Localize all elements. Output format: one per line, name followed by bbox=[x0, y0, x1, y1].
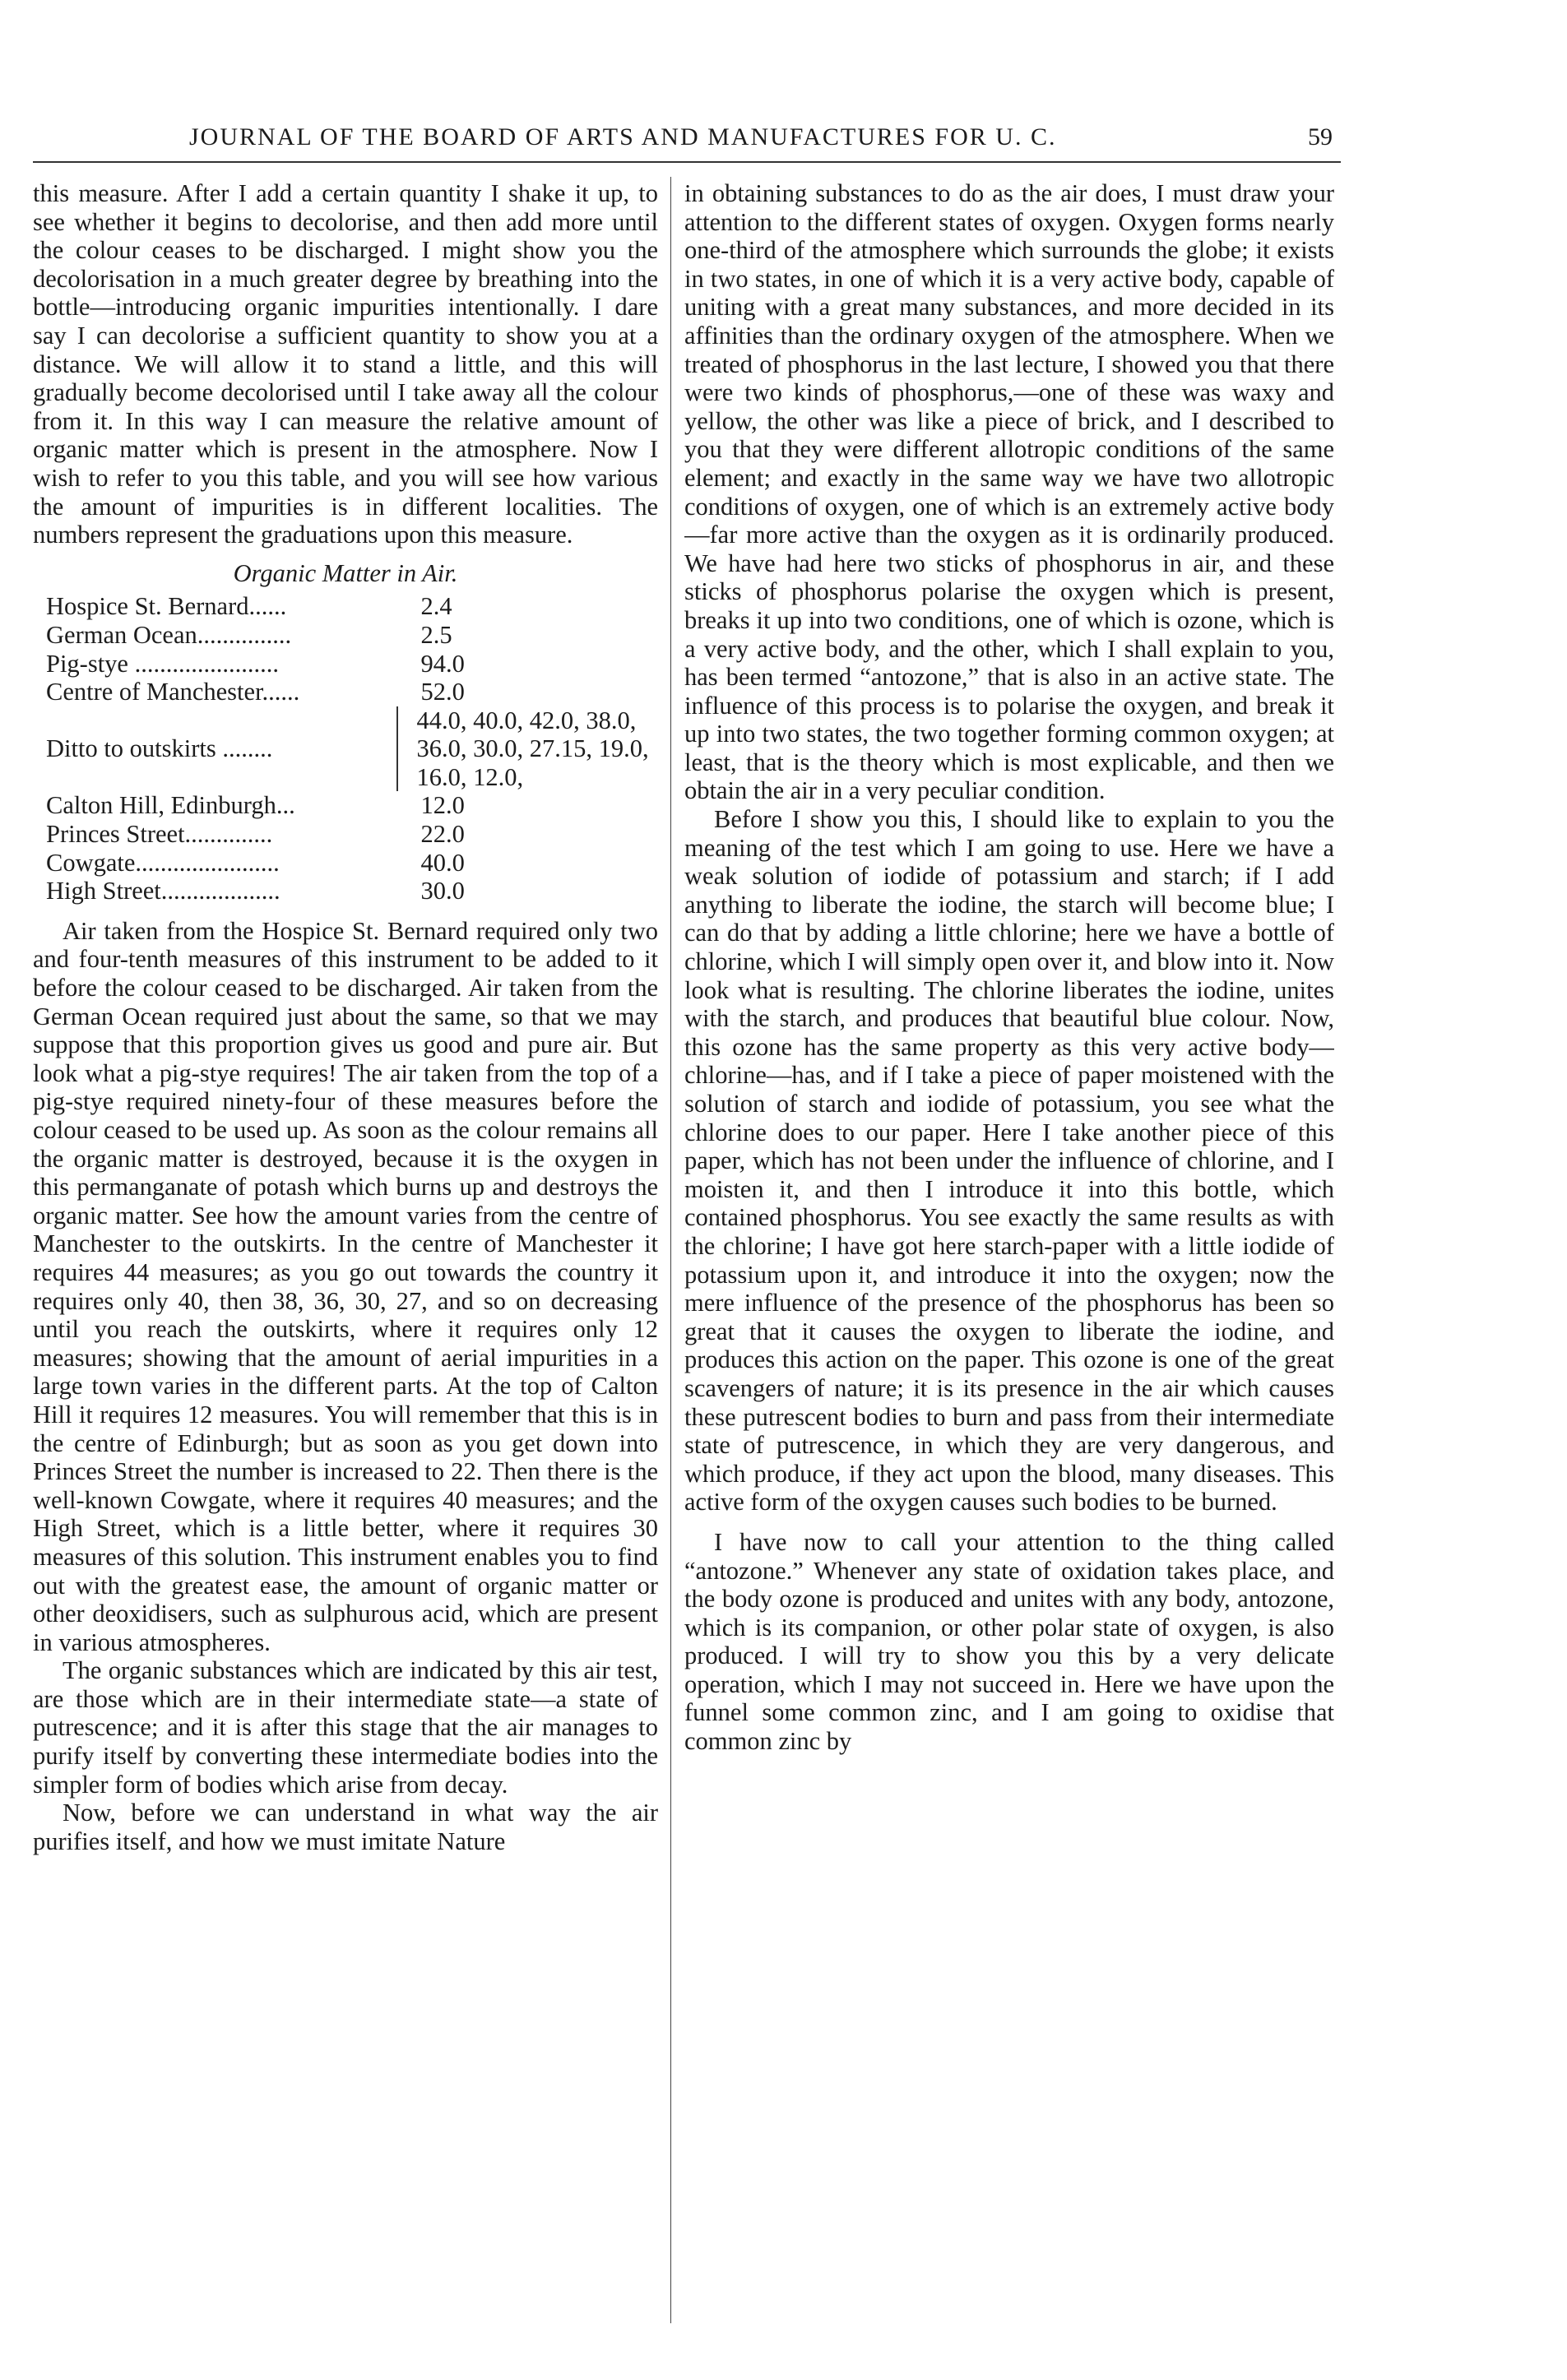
table-value: 40.0 bbox=[420, 848, 465, 877]
table-value: 2.4 bbox=[420, 592, 452, 621]
table-value: 22.0 bbox=[420, 820, 465, 849]
right-paragraph-3: I have now to call your attention to the thing called “antozone.” Whenever any state of oxidation takes place, and the body ozone is produced and unites with any body, antozone, which is its companion, or other polar state of oxygen, is also produced. I will try to show you this by a very delicate operation, which I may not succeed in. Here we have upon the funnel some common zinc, and I am going to oxidise that common zinc by bbox=[684, 1527, 1334, 1756]
column-divider bbox=[670, 177, 671, 2323]
table-row bbox=[46, 820, 658, 849]
table-value: 2.5 bbox=[420, 620, 452, 649]
left-paragraph-2: Air taken from the Hospice St. Bernard required only two and four-tenth measures of this instrument to be added to it before the colour ceased to be discharged. Air taken from the German Ocean required just about the same, so that we may suppose that this proportion gives us good and pure air. But look what a pig-stye requires! The air taken from the top of a pig-stye required ninety-four of these measures before the colour ceased to be used up. As soon as the colour remains all the organic matter is destroyed, because it is the oxygen in this permanganate of potash which burns up and destroys the organic matter. See how the amount varies from the centre of Manchester to the outskirts. In the centre of Manchester it requires 44 measures; as you go out towards the country it requires only 40, then 38, 36, 30, 27, and so on decreasing until you reach the outskirts, where it requires only 12 measures; showing that the amount of aerial impurities in a large town varies in the different parts. At the top of Calton Hill it requires 12 measures. You will remember that this is in the centre of Edinburgh; but as soon as you get down into Princes Street the number is increased to 22. Then there is the well-known Cowgate, where it requires 40 measures; and the High Street, which is a little better, where it requires 30 measures of this solution. This instrument enables you to find out with the greatest ease, the amount of organic matter or other deoxidisers, such as sulphurous acid, which are present in various atmospheres. bbox=[33, 916, 658, 1656]
table-row bbox=[46, 592, 658, 621]
table-title: Organic Matter in Air. bbox=[233, 558, 458, 587]
left-paragraph-1: this measure. After I add a certain quantity I shake it up, to see whether it begins to decolorise, and then add more until the colour ceases to be discharged. I might show you the decolorisation in a much greater degree by breathing into the bottle—introducing organic impurities intentionally. I dare say I can decolorise a sufficient quantity to show you at a distance. We will allow it to stand a little, and this will gradually become decolorised until I take away all the colour from it. In this way I can measure the relative amount of organic matter which is present in the atmosphere. Now I wish to refer to you this table, and you will see how various the amount of impurities is in different localities. The numbers represent the graduations upon this measure. bbox=[33, 179, 658, 549]
right-paragraph-2: Before I show you this, I should like to explain to you the meaning of the test which I am going to use. Here we have a weak solution of iodide of potassium and starch; if I add anything to liberate the iodine, the starch will become blue; I can do that by adding a little chlorine; here we have a bottle of chlorine, which I will simply open over it, and blow into it. Now look what is resulting. The chlorine liberates the iodine, unites with the starch, and produces that beautiful blue colour. Now, this ozone has the same property as this very active body—chlorine—has, and if I take a piece of paper moistened with the solution of starch and iodide of potassium, you see what the chlorine does to our paper. Here I take another piece of this paper, which has not been under the influence of chlorine, and I moisten it, and then I introduce it into this bottle, which contained phosphorus. You see exactly the same results as with the chlorine; I have got here starch-paper with a little iodide of potassium upon it, and introduce it into the oxygen; now the mere influence of the presence of the phosphorus has been so great that it causes the oxygen to liberate the iodine, and produces this action on the paper. This ozone is one of the great scavengers of nature; it is its presence in the air which causes these putrescent bodies to burn and pass from their intermediate state of putrescence, in which they are very dangerous, and which produce, if they act upon the blood, many diseases. This active form of the oxygen causes such bodies to be burned. bbox=[684, 805, 1334, 1516]
left-column bbox=[33, 179, 658, 2342]
running-header bbox=[33, 123, 1333, 156]
table-row bbox=[46, 791, 658, 820]
table-place: Cowgate....................... bbox=[46, 848, 280, 877]
left-paragraph-3: The organic substances which are indicated by this air test, are those which are in their intermediate state—a state of putrescence; and it is after this stage that the air manages to purify itself by converting these intermediate bodies into the simpler form of bodies which arise from decay. bbox=[33, 1656, 658, 1799]
table-place: Centre of Manchester...... bbox=[46, 678, 300, 706]
table-place: Calton Hill, Edinburgh... bbox=[46, 791, 295, 820]
right-column bbox=[684, 179, 1334, 2342]
table-value-bracketed: 44.0, 40.0, 42.0, 38.0, 36.0, 30.0, 27.15, 19.0, 16.0, 12.0, bbox=[397, 706, 658, 792]
table-row bbox=[46, 650, 658, 678]
table-place: Pig-stye ....................... bbox=[46, 649, 279, 678]
table-place: Hospice St. Bernard...... bbox=[46, 592, 287, 621]
table-value: 52.0 bbox=[420, 678, 465, 706]
table-row bbox=[46, 706, 658, 792]
table-row bbox=[46, 877, 658, 905]
page-number: 59 bbox=[1308, 123, 1333, 150]
table-place: Princes Street.............. bbox=[46, 820, 273, 849]
table-place: Ditto to outskirts ........ bbox=[46, 734, 273, 763]
table-place: German Ocean............... bbox=[46, 620, 292, 649]
right-paragraph-1: in obtaining substances to do as the air does, I must draw your attention to the different states of oxygen. Oxygen forms nearly one-third of the atmosphere which surrounds the globe; it exists in two states, in one of which it is a very active body, capable of uniting with a great many substances, and more decided in its affinities than the ordinary oxygen of the atmosphere. When we treated of phosphorus in the last lecture, I showed you that there were two kinds of phosphorus,—one of these was waxy and yellow, the other was like a piece of brick, and I described to you that they were different allotropic conditions of the same element; and exactly in the same way we have two allotropic conditions of oxygen, one of which is an extremely active body—far more active than the oxygen as it is ordinarily produced. We have had here two sticks of phosphorus in air, and these sticks of phosphorus polarise the oxygen which is present, breaks it up into two conditions, one of which is ozone, which is a very active body, and the other, which I shall explain to you, has been termed “antozone,” that is also in an active state. The influence of this process is to polarise the oxygen, and break it up into two states, the two together forming common oxygen; at least, that is the theory which is most explicable, and then we obtain the air in a very peculiar condition. bbox=[684, 179, 1334, 805]
table-value: 12.0 bbox=[420, 791, 465, 820]
organic-matter-table bbox=[46, 592, 658, 905]
table-place: High Street................... bbox=[46, 877, 280, 905]
table-value: 94.0 bbox=[420, 649, 465, 678]
table-row bbox=[46, 621, 658, 650]
header-rule bbox=[33, 161, 1341, 163]
table-row bbox=[46, 678, 658, 706]
table-row bbox=[46, 849, 658, 877]
journal-title: JOURNAL OF THE BOARD OF ARTS AND MANUFACTURES FOR U. C. bbox=[189, 123, 1057, 150]
table-value: 30.0 bbox=[420, 877, 465, 905]
left-paragraph-4: Now, before we can understand in what way the air purifies itself, and how we must imitate Nature bbox=[33, 1799, 658, 1855]
